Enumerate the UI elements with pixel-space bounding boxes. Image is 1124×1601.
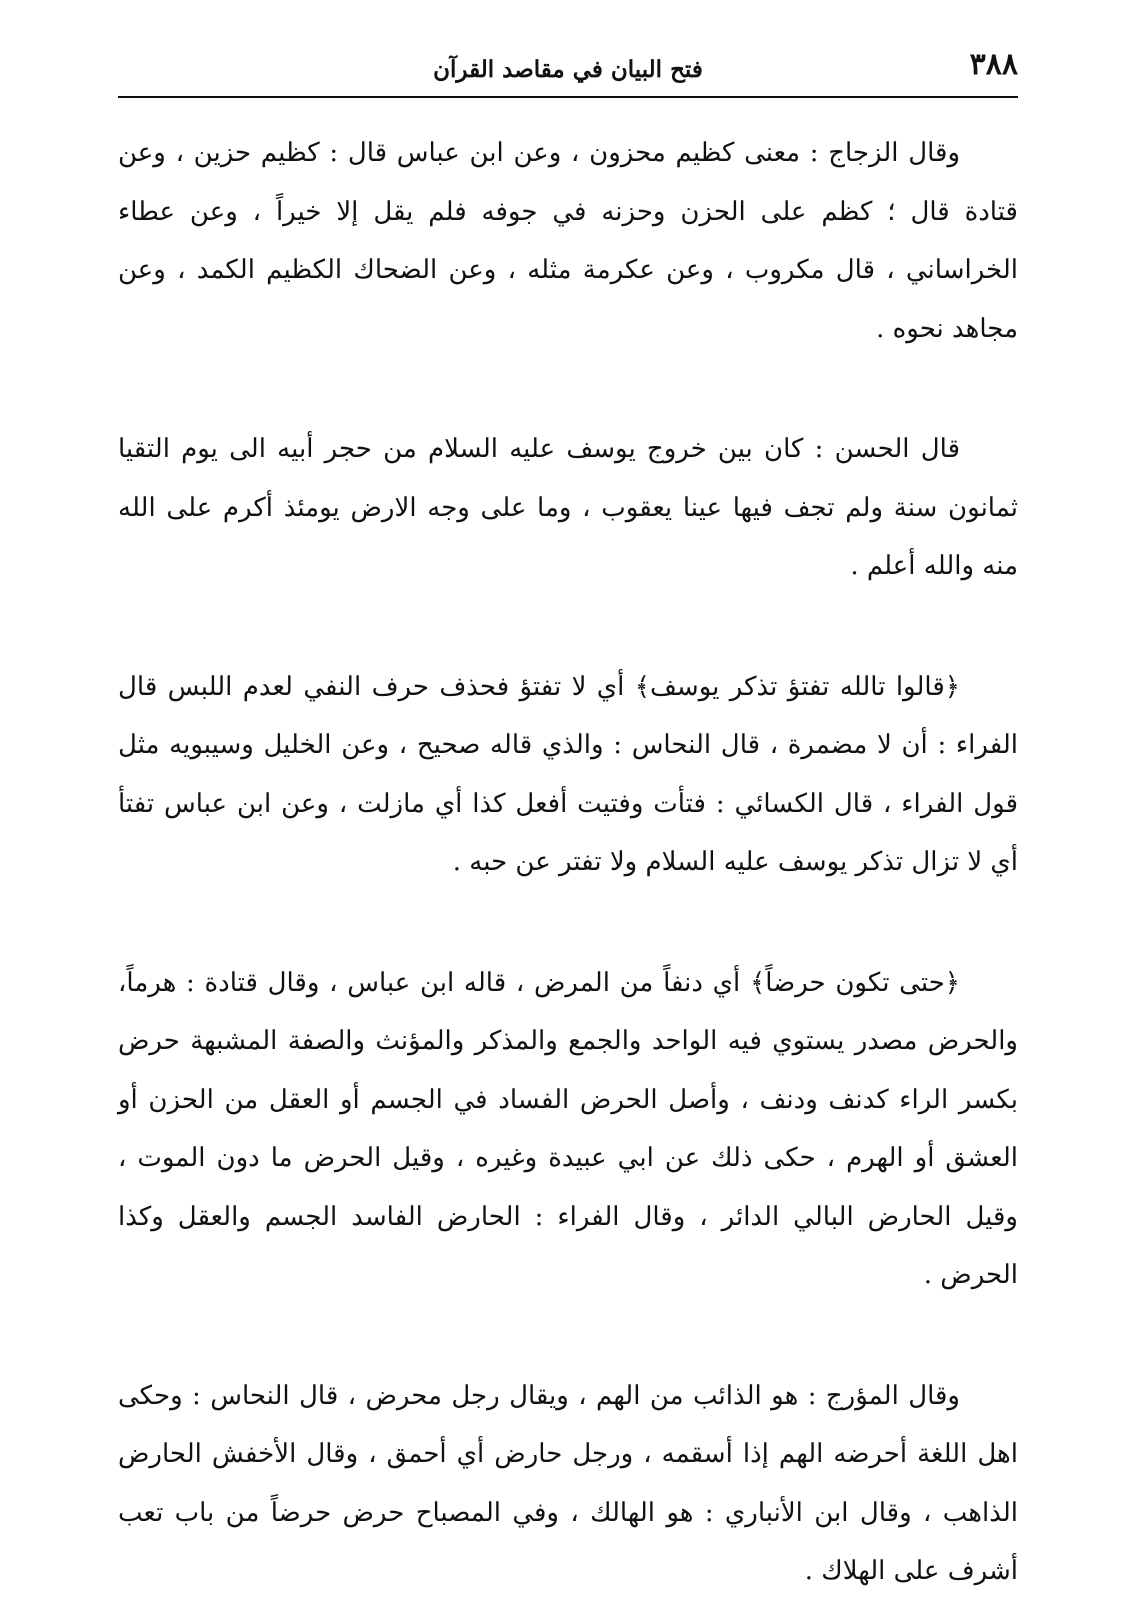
book-page xyxy=(118,40,1018,1586)
running-title: فتح البيان في مقاصد القرآن xyxy=(433,56,703,83)
paragraph-harad: ﴿حتى تكون حرضاً﴾ أي دنفاً من المرض ، قاله ابن عباس ، وقال قتادة : هرماً، والحرض مصدر يستوي فيه الواحد والجمع والمذكر والمؤنث والصفة المشبهة حرض بكسر الراء كدنف ودنف ، وأصل الحرض الفساد في الجسم أو العقل من الحزن أو العشق أو الهرم ، حكى ذلك عن ابي عبيدة وغيره ، وقيل الحرض ما دون الموت ، وقيل الحارض البالي الدائر ، وقال الفراء : الحارض الفاسد الجسم والعقل وكذا الحرض . xyxy=(118,967,1018,1290)
page-number: ٣٨٨ xyxy=(969,47,1018,82)
paragraph-tafta: ﴿قالوا تالله تفتؤ تذكر يوسف﴾ أي لا تفتؤ فحذف حرف النفي لعدم اللبس قال الفراء : أن لا مضمرة ، قال النحاس : والذي قاله صحيح ، وعن الخليل وسيبويه مثل قول الفراء ، قال الكسائي : فتأت وفتيت أفعل كذا أي مازلت ، وعن ابن عباس تفتأ أي لا تزال تذكر يوسف عليه السلام ولا تفتر عن حبه . xyxy=(118,671,1018,877)
page-body xyxy=(118,124,1018,1601)
page-header xyxy=(118,40,1018,98)
paragraph-zajjaj: وقال الزجاج : معنى كظيم محزون ، وعن ابن عباس قال : كظيم حزين ، وعن قتادة قال ؛ كظم على الحزن وحزنه في جوفه فلم يقل إلا خيراً ، وعن عطاء الخراساني ، قال مكروب ، وعن عكرمة مثله ، وعن الضحاك الكظيم الكمد ، وعن مجاهد نحوه . xyxy=(118,138,1018,344)
paragraph-hasan: قال الحسن : كان بين خروج يوسف عليه السلام من حجر أبيه الى يوم التقيا ثمانون سنة ولم تجف فيها عينا يعقوب ، وما على وجه الارض يومئذ أكرم على الله منه والله أعلم . xyxy=(118,434,1018,581)
paragraph-muarrij: وقال المؤرج : هو الذائب من الهم ، ويقال رجل محرض ، قال النحاس : وحكى اهل اللغة أحرضه الهم إذا أسقمه ، ورجل حارض أي أحمق ، وقال الأخفش الحارض الذاهب ، وقال ابن الأنباري : هو الهالك ، وفي المصباح حرض حرضاً من باب تعب أشرف على الهلاك . xyxy=(118,1380,1018,1586)
